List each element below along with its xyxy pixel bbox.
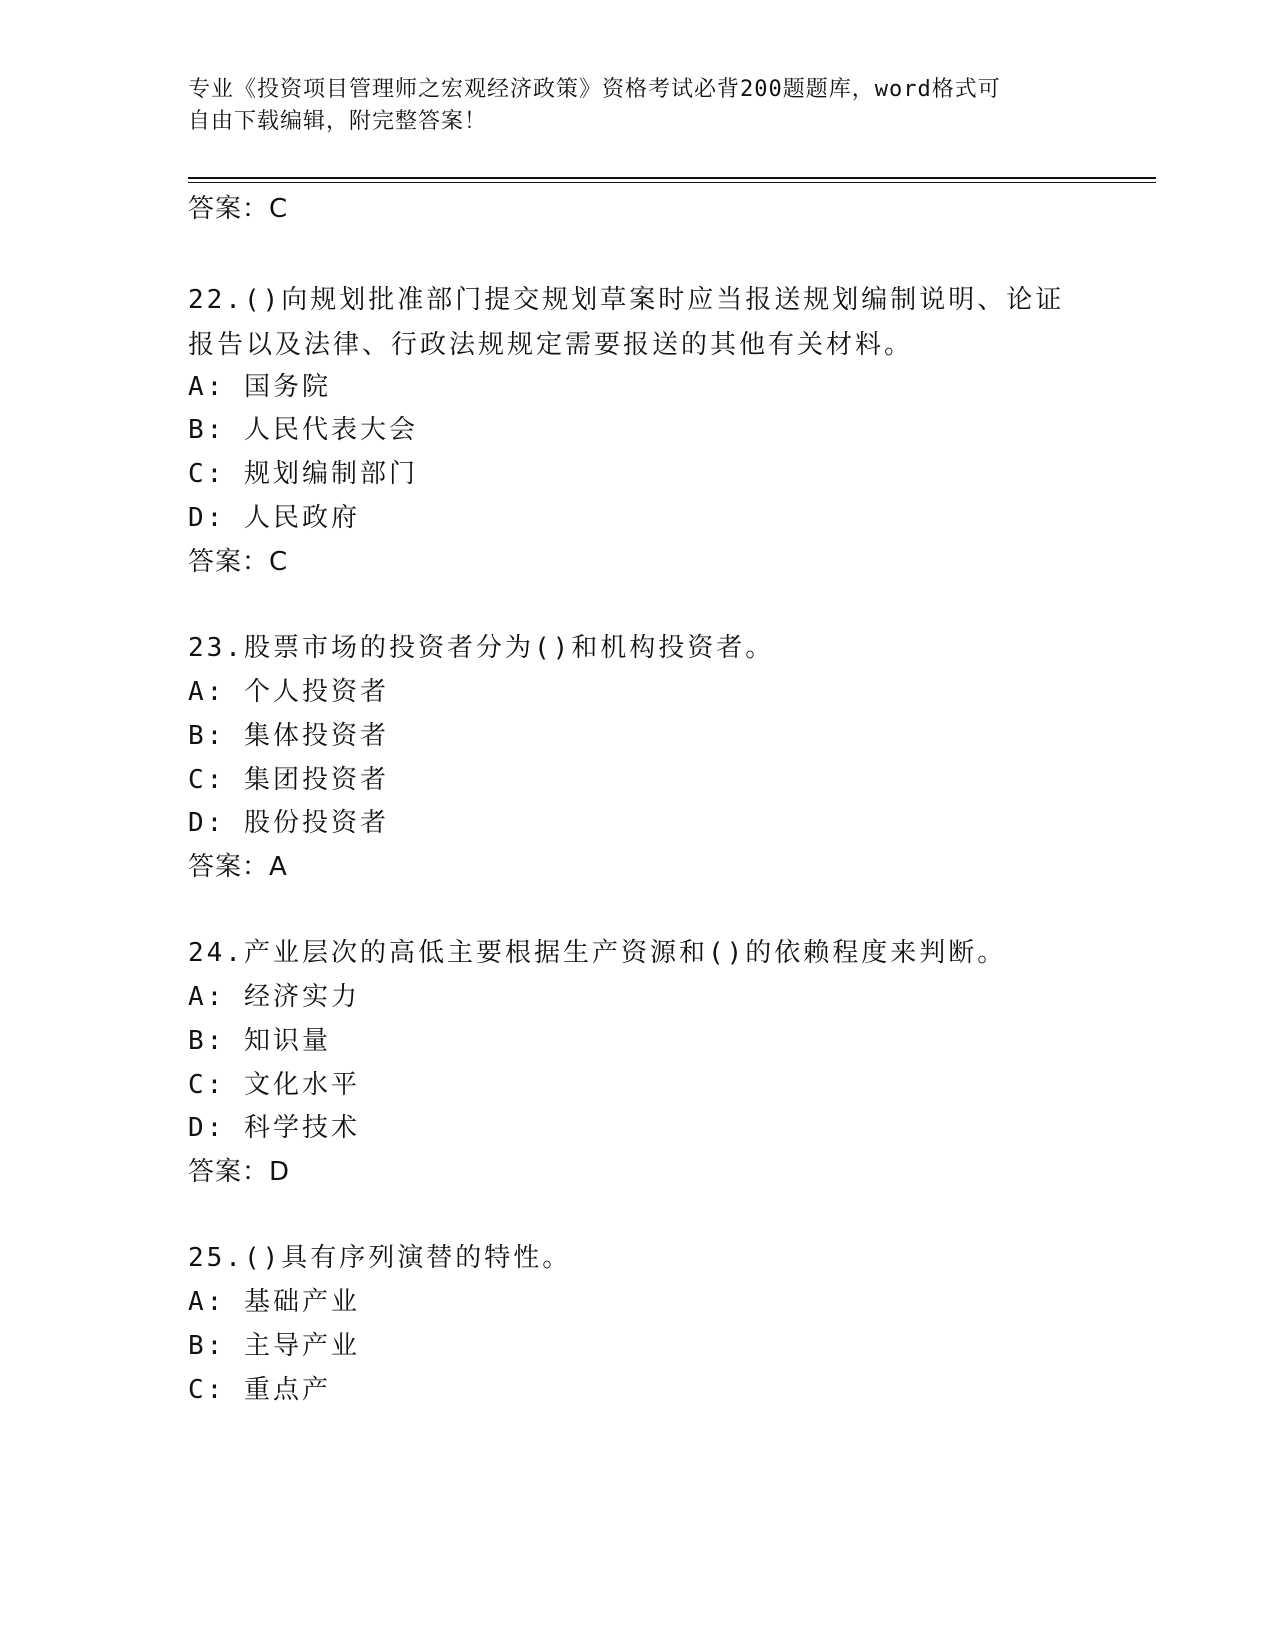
question-stem: 23.股票市场的投资者分为()和机构投资者。 [188, 633, 775, 663]
option-d: D: 股份投资者 [188, 808, 389, 838]
header-line-2: 自由下载编辑，附完整答案！ [188, 109, 488, 134]
option-b: B: 知识量 [188, 1026, 331, 1056]
option-b: B: 集体投资者 [188, 721, 389, 751]
answer-line: 答案：A [188, 852, 288, 882]
option-d: D: 科学技术 [188, 1113, 360, 1143]
question-stem: 25.()具有序列演替的特性。 [188, 1243, 572, 1273]
answer-line: 答案：D [188, 1157, 291, 1187]
option-a: A: 个人投资者 [188, 677, 389, 707]
option-d: D: 人民政府 [188, 503, 360, 533]
option-c: C: 规划编制部门 [188, 459, 418, 489]
question-stem: 22.()向规划批准部门提交规划草案时应当报送规划编制说明、论证报告以及法律、行政法规规定需要报送的其他有关材料。 [188, 285, 1065, 360]
header-line-1: 专业《投资项目管理师之宏观经济政策》资格考试必背200题题库，word格式可 [188, 77, 1001, 102]
question-stem: 24.产业层次的高低主要根据生产资源和()的依赖程度来判断。 [188, 938, 1007, 968]
option-a: A: 经济实力 [188, 982, 360, 1012]
option-b: B: 人民代表大会 [188, 415, 418, 445]
document-header [188, 74, 1068, 138]
option-c: C: 文化水平 [188, 1070, 360, 1100]
option-c: C: 集团投资者 [188, 765, 389, 795]
header-divider-thin [188, 182, 1156, 183]
answer-line: 答案：C [188, 194, 289, 224]
option-c: C: 重点产 [188, 1375, 331, 1405]
option-a: A: 国务院 [188, 372, 331, 402]
header-divider [188, 177, 1156, 179]
option-b: B: 主导产业 [188, 1331, 360, 1361]
option-a: A: 基础产业 [188, 1287, 360, 1317]
answer-line: 答案：C [188, 547, 289, 577]
